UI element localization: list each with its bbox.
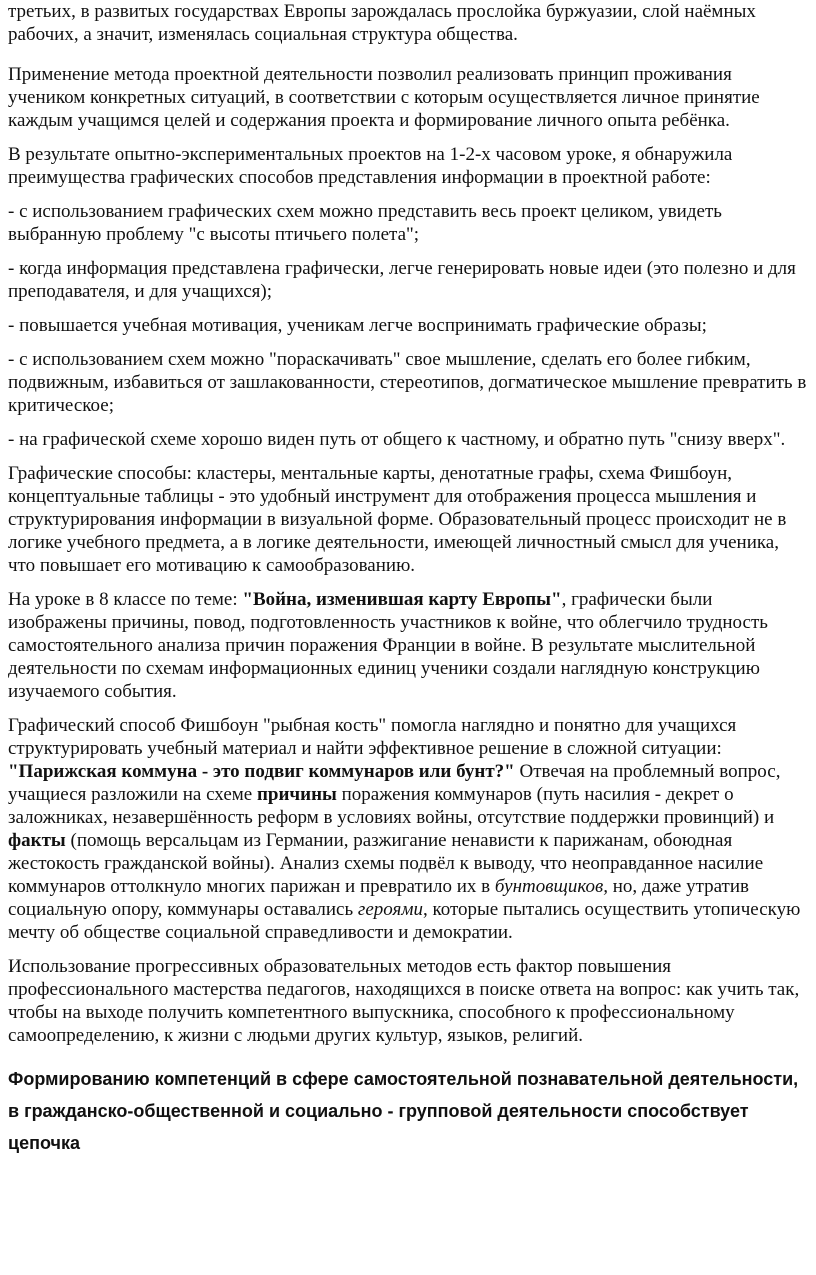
text-run: Графический способ Фишбоун "рыбная кость" помогла наглядно и понятно для учащихся структурировать учебный материал и найти эффективное решение в сложной ситуации: — [8, 715, 737, 759]
list-item: - когда информация представлена графически, легче генерировать новые идеи (это полезно и для преподавателя, и для учащихся); — [8, 258, 796, 302]
paragraph: Применение метода проектной деятельности позволил реализовать принцип проживания учеником конкретных ситуаций, в соответствии с которым осуществляется личное принятие каждым учащимся целей и содержания проекта и формирование личного опыта ребёнка. — [8, 64, 760, 131]
bold-paragraph: Формированию компетенций в сфере самостоятельной познавательной деятельности, в гражданско-общественной и социально - групповой деятельности способствует цепочка — [8, 1069, 799, 1153]
heroes-italic: героями — [357, 899, 423, 920]
paragraph — [8, 588, 808, 703]
text-run: , которые пытались осуществить утопическую мечту об обществе социальной справедливости и демократии. — [8, 899, 801, 943]
text-run: , графически были изображены причины, повод, подготовленность участников к войне, что облегчило трудность самостоятельного анализа причин поражения Франции в войне. В результате мыслительной деятельности по схемам информационных единиц ученики создали наглядную конструкцию изучаемого события. — [8, 589, 768, 702]
lesson-topic-bold: "Война, изменившая карту Европы" — [242, 589, 562, 610]
paragraph: третьих, в развитых государствах Европы зарождалась прослойка буржуазии, слой наёмных рабочих, а значит, изменялась социальная структура общества. — [8, 1, 756, 45]
text-run: На уроке в 8 классе по теме: — [8, 589, 243, 610]
paragraph: В результате опытно-экспериментальных проектов на 1-2-х часовом уроке, я обнаружила преимущества графических способов представления информации в проектной работе: — [8, 144, 733, 188]
paragraph: Использование прогрессивных образовательных методов есть фактор повышения профессионального мастерства педагогов, находящихся в поиске ответа на вопрос: как учить так, чтобы на выходе получить компетентного выпускника, способного к профессиональному самоопределению, к жизни с людьми других культур, языков, религий. — [8, 956, 800, 1046]
list-item: - с использованием схем можно "пораскачивать" свое мышление, сделать его более гибким, подвижным, избавиться от зашлакованности, стереотипов, догматическое мышление превратить в критическое; — [8, 349, 807, 416]
text-run: (помощь версальцам из Германии, разжигание ненависти к парижанам, обоюдная жестокость гражданской войны). Анализ схемы подвёл к выводу, что неоправданное насилие коммунаров оттолкнуло многих парижан и превратило их в — [8, 830, 764, 897]
rebels-italic: бунтовщиков, — [494, 876, 608, 897]
paragraph — [8, 714, 808, 944]
problem-question-bold: "Парижская коммуна - это подвиг коммунаров или бунт?" — [8, 761, 515, 782]
text-run: поражения коммунаров (путь насилия - декрет о заложниках, незавершённость реформ в условиях войны, отсутствие поддержки провинций) и — [8, 784, 775, 828]
document-body — [8, 63, 808, 1170]
list-item: - с использованием графических схем можно представить весь проект целиком, увидеть выбранную проблему "с высоты птичьего полета"; — [8, 201, 722, 245]
list-item: - на графической схеме хорошо виден путь от общего к частному, и обратно путь "снизу вверх". — [8, 429, 786, 450]
text-run: Отвечая на проблемный вопрос, учащиеся разложили на схеме — [8, 761, 781, 805]
paragraph: Графические способы: кластеры, ментальные карты, денотатные графы, схема Фишбоун, концептуальные таблицы - это удобный инструмент для отображения процесса мышления и структурирования информации в визуальной форме. Образовательный процесс происходит не в логике учебного предмета, а в логике деятельности, имеющей личностный смысл для ученика, что повышает его мотивацию к самообразованию. — [8, 463, 787, 576]
causes-bold: причины — [256, 784, 337, 805]
text-run: но, даже утратив социальную опору, коммунары оставались — [8, 876, 749, 920]
facts-bold: факты — [8, 830, 66, 851]
list-item: - повышается учебная мотивация, ученикам легче воспринимать графические образы; — [8, 315, 707, 336]
